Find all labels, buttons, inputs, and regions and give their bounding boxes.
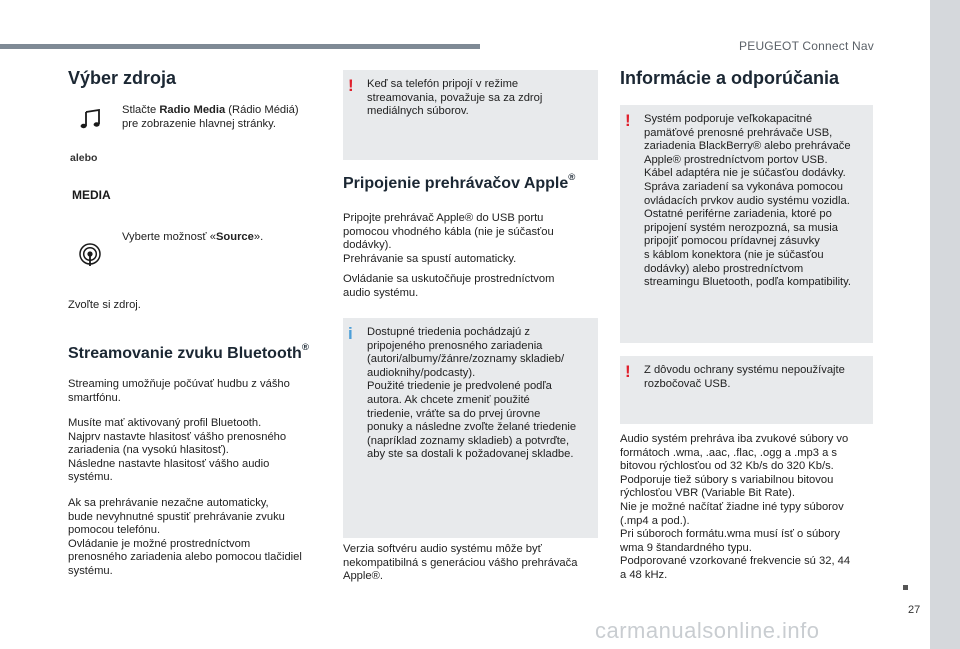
warning-box-text: Systém podporuje veľkokapacitné pamäťové prenosné prehrávače USB, zariadenia BlackBerry® alebo prehrávače Apple® prostredníctvom portov USB. Kábel adaptéra nie je súčasťou dodávky. Správa zariadení sa vykonáva pomocou ovládacích prvkov audio systému vozidla. Ostatné periférne zariadenia, ktoré po pripojení systém nerozpozná, sa musia pripojiť pomocou prídavnej zásuvky s káblom konektora (nie je súčasťou dodávky) alebo prostredníctvom streamingu Bluetooth, podľa kompatibility. (644, 113, 852, 289)
warning-box-text: Z dôvodu ochrany systému nepoužívajte rozbočovač USB. (644, 364, 845, 390)
choose-source-text: Zvoľte si zdroj. (68, 299, 141, 311)
page-number: 27 (908, 604, 921, 616)
music-note-icon (80, 109, 102, 129)
header-bar (0, 44, 480, 49)
section-title-apple: Pripojenie prehrávačov Apple® (343, 172, 576, 192)
info-icon: i (348, 324, 353, 343)
info-box-text: Dostupné triedenia pochádzajú z pripojeného prenosného zariadenia (autori/albumy/žánre/zoznamy skladieb/ audioknihy/podcasty). Použité triedenie je predvolené podľa autora. Ak chcete zmeniť použité triedenie, vráťte sa do prvej úrovne ponuky a následne zvoľte želané triedenie (napríklad zoznamy skladieb) a potvrďte, aby ste sa dostali k požadovanej skladbe. (367, 326, 577, 461)
audio-formats-text: Audio systém prehráva iba zvukové súbory vo formátoch .wma, .aac, .flac, .ogg a .mp3 a s bitovou rýchlosťou od 32 Kb/s do 320 Kb/s. Podporuje tiež súbory s variabilnou bitovou rýchlosťou VBR (Variable Bit Rate). Nie je možné načítať žiadne iné typy súborov (.mp4 a pod.). Pri súboroch formátu.wma musí ísť o súbory wma 9 štandardného typu. Podporované vzorkované frekvencie sú 32, 44 a 48 kHz. (620, 433, 851, 581)
radio-source-icon (78, 243, 102, 267)
apple-paragraph-1: Pripojte prehrávač Apple® do USB portu pomocou vhodného kábla (nie je súčasťou dodávky). Prehrávanie sa spustí automaticky. (343, 212, 554, 265)
warning-icon: ! (625, 362, 631, 381)
apple-paragraph-2: Ovládanie sa uskutočňuje prostredníctvom audio systému. (343, 273, 555, 299)
warning-box-streaming (343, 70, 598, 160)
section-title-bluetooth: Streamovanie zvuku Bluetooth® (68, 342, 309, 362)
media-label: MEDIA (72, 188, 111, 202)
info-box-sorting (343, 318, 598, 538)
warning-icon: ! (625, 111, 631, 130)
bt-paragraph-1: Streaming umožňuje počúvať hudbu z vášho smartfónu. (68, 378, 290, 404)
step-radio-media: Stlačte Radio Media (Rádio Médiá) pre zobrazenie hlavnej stránky. (122, 104, 299, 130)
section-title-source: Výber zdroja (68, 68, 177, 88)
side-tab (930, 0, 960, 649)
or-label: alebo (70, 152, 98, 164)
brand-label: PEUGEOT Connect Nav (739, 39, 874, 53)
continue-marker (903, 585, 908, 590)
bt-paragraph-2: Musíte mať aktivovaný profil Bluetooth. Najprv nastavte hlasitosť vášho prenosného zariadenia (na vysokú hlasitosť). Následne nastavte hlasitosť vášho audio systému. (68, 417, 287, 484)
version-note: Verzia softvéru audio systému môže byť nekompatibilná s generáciou vášho prehrávača Apple®. (343, 543, 578, 583)
section-title-info: Informácie a odporúčania (620, 68, 840, 88)
warning-icon: ! (348, 76, 354, 95)
warning-box-usb-hub (620, 356, 873, 424)
warning-box-text: Keď sa telefón pripojí v režime streamovania, považuje sa za zdroj mediálnych súborov. (367, 78, 543, 118)
step-select-source: Vyberte možnosť «Source». (122, 231, 264, 243)
bt-paragraph-3: Ak sa prehrávanie nezačne automaticky, bude nevyhnutné spustiť prehrávanie zvuku pomocou telefónu. Ovládanie je možné prostredníctvom prenosného zariadenia alebo pomocou tlačidiel systému. (68, 497, 302, 577)
warning-box-usb-support (620, 105, 873, 343)
watermark: carmanualsonline.info (595, 618, 820, 643)
